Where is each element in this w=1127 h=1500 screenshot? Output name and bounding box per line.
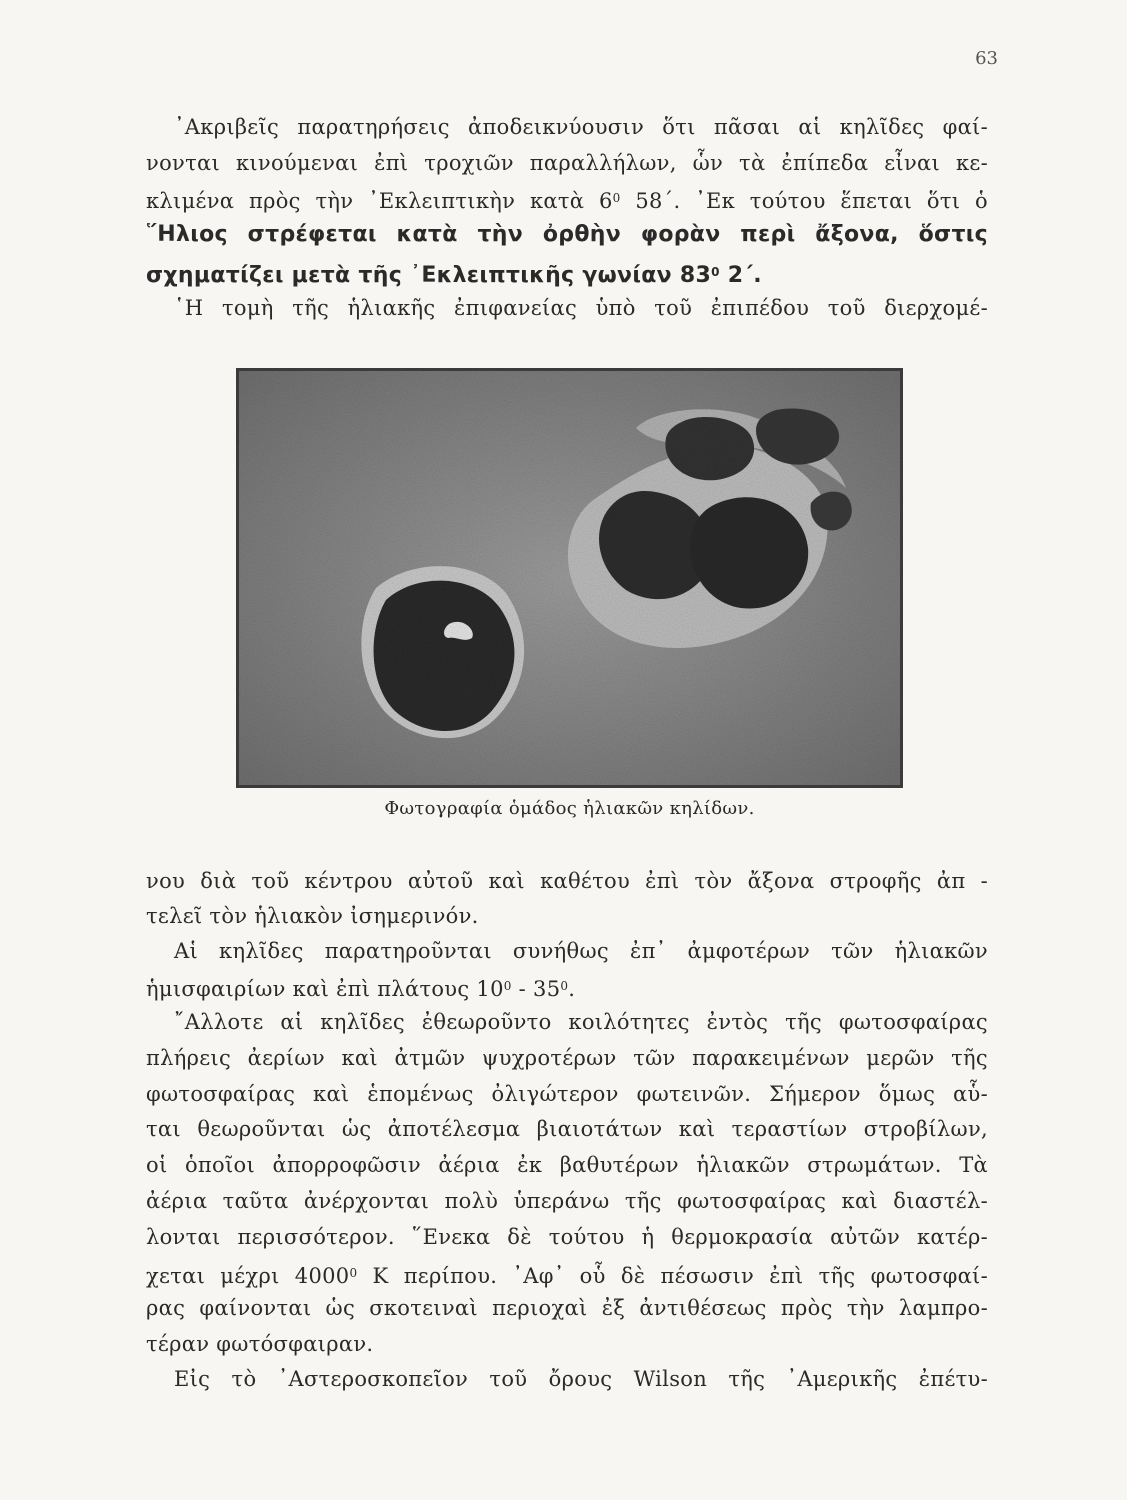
paragraph-1-line-1: ᾿Ακριβεῖς παρατηρήσεις ἀποδεικνύουσιν ὅτι πᾶσαι αἱ κηλῖδες φαί- (174, 115, 988, 139)
text-run: χεται μέχρι 4000 (146, 1264, 350, 1288)
paragraph-3-line-2 (146, 971, 988, 1004)
text-run: σχηματίζει μετὰ τῆς ᾿Εκλειπτικῆς γωνίαν 83 (146, 263, 712, 288)
text-run: 2΄. (719, 263, 762, 288)
paragraph-4-line-4: ται θεωροῦνται ὡς ἀποτέλεσμα βιαιοτάτων καὶ τεραστίων στροβίλων, (146, 1117, 988, 1141)
paragraph-1-line-4-bold: ῞Ηλιος στρέφεται κατὰ τὴν ὀρθὴν φορὰν περὶ ἄξονα, ὅστις (146, 222, 988, 247)
paragraph-4-line-1: ῎Αλλοτε αἱ κηλῖδες ἐθεωροῦντο κοιλότητες ἐντὸς τῆς φωτοσφαίρας (174, 1010, 988, 1034)
paragraph-4-line-10: τέραν φωτόσφαιραν. (146, 1332, 374, 1356)
page-number: 63 (975, 48, 998, 69)
text-run: K περίπου. ᾿Αφ᾿ οὗ δὲ πέσωσιν ἐπὶ τῆς φωτοσφαί- (357, 1264, 988, 1288)
paragraph-2-line-3: τελεῖ τὸν ἡλιακὸν ἰσημερινόν. (146, 904, 479, 928)
paragraph-4-line-5: οἱ ὁποῖοι ἀπορροφῶσιν ἀέρια ἐκ βαθυτέρων ἡλιακῶν στρωμάτων. Τὰ (146, 1153, 988, 1177)
paragraph-1-line-5-bold (146, 257, 988, 291)
degree-sign: 0 (612, 191, 621, 205)
paragraph-4-line-7: λονται περισσότερον. ῞Ενεκα δὲ τούτου ἡ θερμοκρασία αὐτῶν κατέρ- (146, 1225, 988, 1249)
paragraph-5-line-1: Εἰς τὸ ᾿Αστεροσκοπεῖον τοῦ ὄρους Wilson τῆς ᾿Αμερικῆς ἐπέτυ- (174, 1367, 988, 1391)
paragraph-4-line-2: πλήρεις ἀερίων καὶ ἀτμῶν ψυχροτέρων τῶν παρακειμένων μερῶν τῆς (146, 1046, 988, 1070)
paragraph-4-line-3: φωτοσφαίρας καὶ ἑπομένως ὀλιγώτερον φωτεινῶν. Σήμερον ὅμως αὗ- (146, 1082, 988, 1106)
sunspot-umbra-left (374, 581, 515, 731)
figure-caption: Φωτογραφία ὁμάδος ἡλιακῶν κηλίδων. (384, 798, 755, 819)
degree-sign: 0 (560, 979, 569, 993)
paragraph-4-line-8 (146, 1258, 988, 1291)
paragraph-3-line-1: Αἱ κηλῖδες παρατηροῦνται συνήθως ἐπ᾿ ἀμφοτέρων τῶν ἡλιακῶν (174, 939, 988, 963)
paragraph-4-line-6: ἀέρια ταῦτα ἀνέρχονται πολὺ ὑπεράνω τῆς φωτοσφαίρας καὶ διαστέλ- (146, 1189, 988, 1213)
paragraph-1-line-2: νονται κινούμεναι ἐπὶ τροχιῶν παραλλήλων, ὧν τὰ ἐπίπεδα εἶναι κε- (146, 151, 988, 175)
degree-sign: 0 (349, 1266, 358, 1280)
degree-sign: 0 (711, 265, 720, 279)
paragraph-2-line-1: ῾Η τομὴ τῆς ἡλιακῆς ἐπιφανείας ὑπὸ τοῦ ἐπιπέδου τοῦ διερχομέ- (174, 296, 988, 320)
paragraph-1-line-3 (146, 183, 988, 216)
text-run: . (568, 977, 576, 1001)
paragraph-4-line-9: ρας φαίνονται ὡς σκοτειναὶ περιοχαὶ ἐξ ἀντιθέσεως πρὸς τὴν λαμπρο- (146, 1296, 988, 1320)
sunspot-image (236, 368, 903, 788)
text-run: ἡμισφαιρίων καὶ ἐπὶ πλάτους 10 (146, 977, 504, 1001)
text-run: κλιμένα πρὸς τὴν ᾿Εκλειπτικὴν κατὰ 6 (146, 189, 613, 213)
text-run: 58΄. ᾿Εκ τούτου ἕπεται ὅτι ὁ (620, 189, 988, 213)
text-run: - 35 (511, 977, 561, 1001)
sunspot-photograph (236, 368, 903, 788)
degree-sign: 0 (503, 979, 512, 993)
paragraph-2-line-2: νου διὰ τοῦ κέντρου αὐτοῦ καὶ καθέτου ἐπὶ τὸν ἄξονα στροφῆς ἀπ - (146, 869, 988, 893)
